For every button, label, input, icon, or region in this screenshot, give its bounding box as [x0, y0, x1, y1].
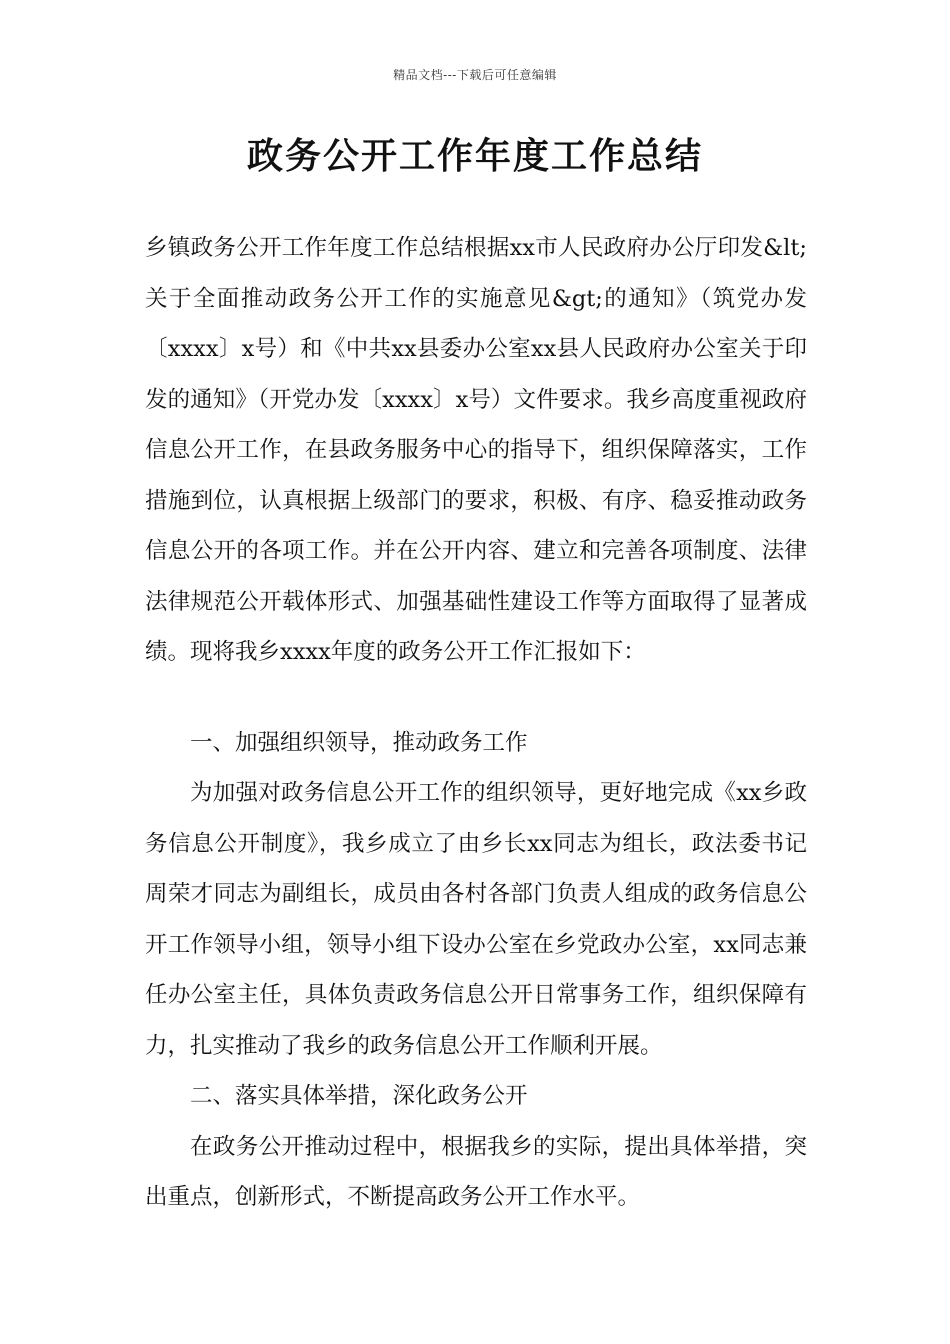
section-1-paragraph: 为加强对政务信息公开工作的组织领导，更好地完成《xx乡政务信息公开制度》，我乡成立了由乡长xx同志为组长，政法委书记周荣才同志为副组长，成员由各村各部门负责人组成的政务信息公开工作领导小组，领导小组下设办公室在乡党政办公室，xx同志兼任办公室主任，具体负责政务信息公开日常事务工作，组织保障有力，扎实推动了我乡的政务信息公开工作顺利开展。: [145, 780, 807, 1059]
section-2-paragraph: 在政务公开推动过程中，根据我乡的实际，提出具体举措，突出重点，创新形式，不断提高政务公开工作水平。: [145, 1133, 807, 1210]
section-heading-2: 二、落实具体举措，深化政务公开: [190, 1083, 528, 1109]
document-body: [145, 223, 807, 1223]
intro-paragraph: 乡镇政务公开工作年度工作总结根据xx市人民政府办公厅印发&lt;关于全面推动政务公开工作的实施意见&gt;的通知》（筑党办发〔xxxx〕x号）和《中共xx县委办公室xx县人民政府办公室关于印发的通知》（开党办发〔xxxx〕x号）文件要求。我乡高度重视政府信息公开工作，在县政务服务中心的指导下，组织保障落实，工作措施到位，认真根据上级部门的要求，积极、有序、稳妥推动政务信息公开的各项工作。并在公开内容、建立和完善各项制度、法律法律规范公开载体形式、加强基础性建设工作等方面取得了显著成绩。现将我乡xxxx年度的政务公开工作汇报如下：: [145, 235, 807, 665]
paragraph-spacer: [145, 678, 807, 718]
header-note: 精品文档---下载后可任意编辑: [393, 68, 557, 82]
document-title: 政务公开工作年度工作总结: [246, 135, 703, 177]
section-heading-1: 一、加强组织领导，推动政务工作: [190, 729, 528, 756]
